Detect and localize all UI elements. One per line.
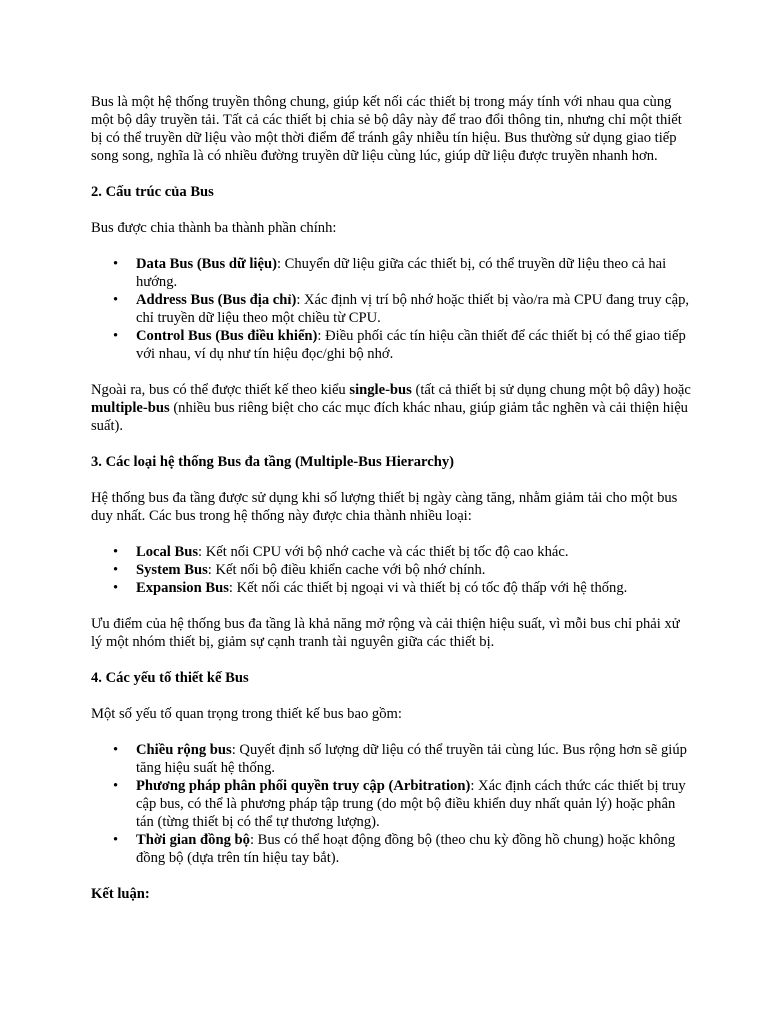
list-item [91, 543, 691, 561]
list-item-text: : Xác định vị trí bộ nhớ hoặc thiết bị vào/ra mà CPU đang truy cập, chỉ truyền dữ liệu theo một chiều từ CPU. [136, 292, 690, 326]
bullet: • [113, 328, 119, 344]
section-2-lead: Bus được chia thành ba thành phần chính: [91, 220, 337, 236]
section-2-heading: 2. Cấu trúc của Bus [91, 184, 214, 200]
section-4-list [91, 741, 691, 867]
bullet: • [113, 742, 119, 758]
list-item-text: : Điều phối các tín hiệu cần thiết để các thiết bị có thể giao tiếp với nhau, ví dụ như tín hiệu đọc/ghi bộ nhớ. [136, 328, 686, 362]
list-item-term: Data Bus (Bus dữ liệu) [136, 256, 277, 272]
list-item [91, 579, 691, 597]
list-item [91, 561, 691, 579]
list-item [91, 741, 691, 777]
list-item [91, 831, 691, 867]
list-item-text: : Xác định cách thức các thiết bị truy cập bus, có thể là phương pháp tập trung (do một bộ điều khiển duy nhất quản lý) hoặc phân tán (từng thiết bị có thể tự thương lượng). [136, 778, 686, 830]
list-item-term: Thời gian đồng bộ [136, 832, 250, 848]
text-run: (tất cả thiết bị sử dụng chung một bộ dây) hoặc [411, 382, 691, 398]
list-item-term: Local Bus [136, 544, 199, 560]
list-item-text: : Kết nối các thiết bị ngoại vi và thiết bị có tốc độ thấp với hệ thống. [228, 580, 628, 596]
list-item-term: Expansion Bus [136, 580, 229, 596]
term-multiple-bus: multiple-bus [91, 400, 170, 416]
section-3-lead: Hệ thống bus đa tầng được sử dụng khi số lượng thiết bị ngày càng tăng, nhằm giảm tải cho một bus duy nhất. Các bus trong hệ thống này được chia thành nhiều loại: [91, 490, 678, 524]
list-item-text: : Kết nối CPU với bộ nhớ cache và các thiết bị tốc độ cao khác. [198, 544, 569, 560]
bullet: • [113, 256, 119, 272]
list-item [91, 255, 691, 291]
list-item-text: : Chuyển dữ liệu giữa các thiết bị, có thể truyền dữ liệu theo cả hai hướng. [136, 256, 667, 290]
conclusion-heading: Kết luận: [91, 886, 150, 902]
list-item [91, 777, 691, 831]
text-run: (nhiều bus riêng biệt cho các mục đích khác nhau, giúp giảm tắc nghẽn và cải thiện hiệu suất). [91, 400, 688, 434]
intro-paragraph: Bus là một hệ thống truyền thông chung, giúp kết nối các thiết bị trong máy tính với nhau qua cùng một bộ dây truyền tải. Tất cả các thiết bị chia sẻ bộ dây này để trao đổi thông tin, nhưng chỉ một thiết bị có thể truyền dữ liệu vào một thời điểm để tránh gây nhiễu tín hiệu. Bus thường sử dụng giao tiếp song song, nghĩa là có nhiều đường truyền dữ liệu cùng lúc, giúp dữ liệu được truyền nhanh hơn. [91, 94, 682, 164]
list-item-text: : Quyết định số lượng dữ liệu có thể truyền tải cùng lúc. Bus rộng hơn sẽ giúp tăng hiệu suất hệ thống. [136, 742, 687, 776]
list-item-term: System Bus [136, 562, 208, 578]
list-item-term: Phương pháp phân phối quyền truy cập (Arbitration) [136, 778, 471, 794]
bullet: • [113, 562, 119, 578]
list-item [91, 291, 691, 327]
section-4-heading: 4. Các yếu tố thiết kế Bus [91, 670, 249, 686]
bullet: • [113, 544, 119, 560]
text-run: Ngoài ra, bus có thể được thiết kế theo kiểu [91, 382, 350, 398]
bullet: • [113, 292, 119, 308]
section-4-lead: Một số yếu tố quan trọng trong thiết kế bus bao gồm: [91, 706, 402, 722]
section-3-list [91, 543, 691, 597]
bullet: • [113, 580, 119, 596]
bullet: • [113, 832, 119, 848]
section-2-after [91, 381, 691, 435]
list-item [91, 327, 691, 363]
document-page [91, 93, 691, 903]
list-item-text: : Bus có thể hoạt động đồng bộ (theo chu kỳ đồng hồ chung) hoặc không đồng bộ (dựa trên tín hiệu tay bắt). [136, 832, 676, 866]
bullet: • [113, 778, 119, 794]
list-item-term: Control Bus (Bus điều khiển) [136, 328, 318, 344]
list-item-text: : Kết nối bộ điều khiển cache với bộ nhớ chính. [207, 562, 486, 578]
list-item-term: Address Bus (Bus địa chỉ) [136, 292, 297, 308]
list-item-term: Chiều rộng bus [136, 742, 232, 758]
section-3-heading: 3. Các loại hệ thống Bus đa tầng (Multiple-Bus Hierarchy) [91, 454, 454, 470]
section-3-after: Ưu điểm của hệ thống bus đa tầng là khả năng mở rộng và cải thiện hiệu suất, vì mỗi bus chỉ phải xử lý một nhóm thiết bị, giảm sự cạnh tranh tài nguyên giữa các thiết bị. [91, 616, 680, 650]
term-single-bus: single-bus [349, 382, 412, 398]
section-2-list [91, 255, 691, 363]
